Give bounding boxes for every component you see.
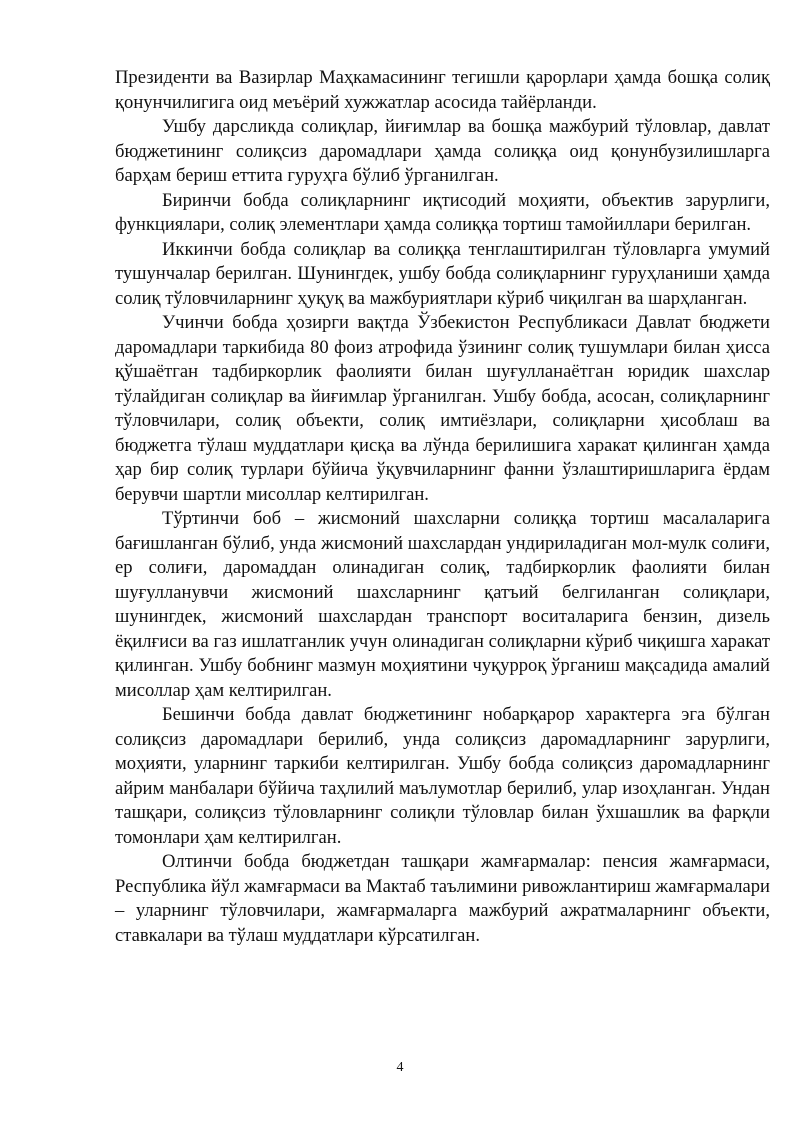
paragraph-4: Иккинчи бобда солиқлар ва солиққа тенглаштирилган тўловларга умумий тушунчалар берилган. Шунингдек, ушбу бобда солиқларнинг гуруҳланиши ҳамда солиқ тўловчиларнинг ҳуқуқ ва мажбуриятлари кўриб чиқилган ва шарҳланган.	[115, 238, 770, 309]
paragraph-2: Ушбу дарсликда солиқлар, йиғимлар ва бошқа мажбурий тўловлар, давлат бюджетининг солиқсиз даромадлари ҳамда солиққа оид қонунбузилишларга барҳам бериш еттита гуруҳга бўлиб ўрганилган.	[115, 116, 770, 186]
paragraph-6: Тўртинчи боб – жисмоний шахсларни солиққа тортиш масалаларига бағишланган бўлиб, унда жисмоний шахслардан ундириладиган мол-мулк солиғи, ер солиғи, даромаддан олинадиган солиқ, тадбиркорлик фаолияти билан шуғулланувчи жисмоний шахсларнинг қатъий белгиланган солиқлари, шунингдек, жисмоний шахслардан транспорт воситаларига бензин, дизель ёқилғиси ва газ ишлатганлик учун олинадиган солиқларни кўриб чиқишга харакат қилинган. Ушбу бобнинг мазмун моҳиятини чуқурроқ ўрганиш мақсадида амалий мисоллар ҳам келтирилган.	[115, 508, 770, 701]
paragraph-5: Учинчи бобда ҳозирги вақтда Ўзбекистон Республикаси Давлат бюджети даромадлари таркибида 80 фоиз атрофида ўзининг солиқ тушумлари билан ҳисса қўшаётган тадбиркорлик фаолияти билан шуғулланаётган юридик шахслар тўлайдиган солиқлар ва йиғимлар ўрганилган. Ушбу бобда, асосан, солиқларнинг тўловчилари, солиқ объекти, солиқ имтиёзлари, солиқларни ҳисоблаш ва бюджетга тўлаш муддатлари қисқа ва лўнда берилишига харакат қилинган ҳамда ҳар бир солиқ турлари бўйича ўқувчиларнинг фанни ўзлаштиришларига ёрдам берувчи шартли мисоллар келтирилган.	[115, 312, 770, 505]
paragraph-3: Биринчи бобда солиқларнинг иқтисодий моҳияти, объектив зарурлиги, функциялари, солиқ элементлари ҳамда солиққа тортиш тамойиллари берилган.	[115, 189, 770, 235]
paragraph-8: Олтинчи бобда бюджетдан ташқари жамғармалар: пенсия жамғармаси, Республика йўл жамғармаси ва Мактаб таълимини ривожлантириш жамғармалари – уларнинг тўловчилари, жамғармаларга мажбурий ажратмаларнинг объекти, ставкалари ва тўлаш муддатлари кўрсатилган.	[115, 851, 771, 946]
document-body	[115, 66, 770, 948]
page-number: 4	[396, 1060, 404, 1075]
paragraph-7: Бешинчи бобда давлат бюджетининг нобарқарор характерга эга бўлган солиқсиз даромадлари берилиб, унда солиқсиз даромадларнинг зарурлиги, моҳияти, уларнинг таркиби келтирилган. Ушбу бобда солиқсиз даромадларнинг айрим манбалари бўйича таҳлилий маълумотлар берилиб, улар изоҳланган. Ундан ташқари, солиқсиз тўловларнинг солиқли тўловлар билан ўхшашлик ва фарқли томонлари ҳам келтирилган.	[115, 704, 770, 848]
paragraph-1: Президенти ва Вазирлар Маҳкамасининг тегишли қарорлари ҳамда бошқа солиқ қонунчилигига оид меъёрий хужжатлар асосида тайёрланди.	[115, 67, 770, 113]
